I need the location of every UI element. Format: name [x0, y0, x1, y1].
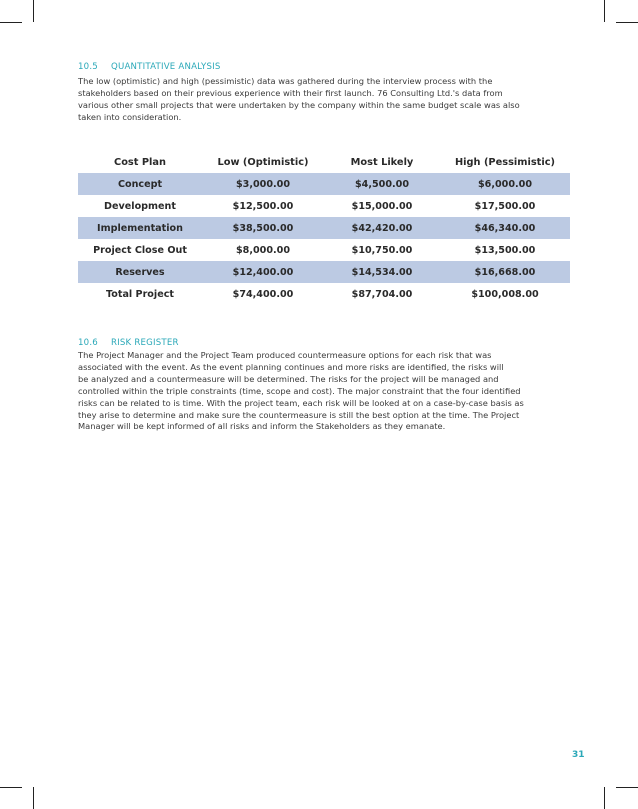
crop-mark: [33, 0, 34, 22]
table-row: [78, 217, 570, 239]
table-header-row: [78, 151, 570, 173]
crop-mark: [33, 787, 34, 809]
section-number: 10.5: [78, 62, 98, 72]
table-row: [78, 261, 570, 283]
column-header: High (Pessimistic): [454, 156, 555, 168]
section-title: QUANTITATIVE ANALYSIS: [111, 62, 221, 72]
table-cell: $8,000.00: [235, 244, 291, 256]
table-cell: $13,500.00: [474, 244, 536, 256]
table-cell: $74,400.00: [232, 288, 294, 300]
table-row: [78, 239, 570, 261]
table-row: [78, 195, 570, 217]
table-cell: $12,400.00: [202, 261, 324, 283]
crop-mark: [604, 787, 605, 809]
table-cell: $15,000.00: [351, 200, 413, 212]
table-cell: $100,008.00: [471, 288, 539, 300]
crop-mark: [0, 787, 22, 788]
page-number: 31: [572, 750, 585, 760]
table-cell: $42,420.00: [324, 217, 440, 239]
table-cell: Implementation: [78, 217, 202, 239]
table-row-total: [78, 283, 570, 305]
section-number: 10.6: [78, 338, 98, 348]
table-cell: $16,668.00: [440, 261, 570, 283]
table-cell: $6,000.00: [440, 173, 570, 195]
table-cell: $14,534.00: [324, 261, 440, 283]
table-cell: $87,704.00: [351, 288, 413, 300]
cost-plan-table: [78, 151, 570, 305]
text-line: The Project Manager and the Project Team produced countermeasure options for each risk that was: [78, 350, 492, 360]
table-cell: $10,750.00: [351, 244, 413, 256]
table-cell: $12,500.00: [232, 200, 294, 212]
table-cell: Development: [104, 200, 176, 212]
column-header: Most Likely: [350, 156, 414, 168]
paragraph-risk-register: [78, 350, 568, 433]
crop-mark: [616, 787, 638, 788]
section-heading-risk-register: [78, 338, 179, 348]
table-row: [78, 173, 570, 195]
column-header: Low (Optimistic): [217, 156, 309, 168]
text-line: risks can be related to is time. With the project team, each risk will be looked at on a case-by-case basis as: [78, 397, 524, 408]
text-line: controlled within the triple constraints (time, scope and cost). The major constraint that the four identified: [78, 385, 521, 396]
crop-mark: [616, 22, 638, 23]
text-line: be analyzed and a countermeasure will be determined. The risks for the project will be managed and: [78, 373, 499, 384]
table-cell: $46,340.00: [440, 217, 570, 239]
table-cell: Total Project: [106, 288, 174, 300]
table-cell: $3,000.00: [202, 173, 324, 195]
text-line: taken into consideration.: [78, 111, 182, 122]
table-cell: Project Close Out: [93, 244, 187, 256]
crop-mark: [604, 0, 605, 22]
text-line: associated with the event. As the event planning continues and more risks are identified, the risks will: [78, 361, 504, 372]
section-heading-quantitative: [78, 62, 221, 72]
table-cell: $38,500.00: [202, 217, 324, 239]
text-line: stakeholders based on their previous experience with their first launch. 76 Consulting Ltd.'s data from: [78, 87, 503, 98]
text-line: Manager will be kept informed of all risks and inform the Stakeholders as they emanate.: [78, 421, 446, 432]
text-line: they arise to determine and make sure the countermeasure is still the best option at the time. The Project: [78, 409, 520, 420]
section-title: RISK REGISTER: [111, 338, 179, 348]
paragraph-quantitative: [78, 76, 568, 124]
crop-mark: [0, 22, 22, 23]
table-cell: Concept: [78, 173, 202, 195]
table-cell: $17,500.00: [474, 200, 536, 212]
text-line: The low (optimistic) and high (pessimistic) data was gathered during the interview process with the: [78, 76, 493, 86]
table-cell: $4,500.00: [324, 173, 440, 195]
text-line: various other small projects that were undertaken by the company within the same budget scale was also: [78, 99, 520, 110]
column-header: Cost Plan: [114, 156, 166, 168]
table-cell: Reserves: [78, 261, 202, 283]
